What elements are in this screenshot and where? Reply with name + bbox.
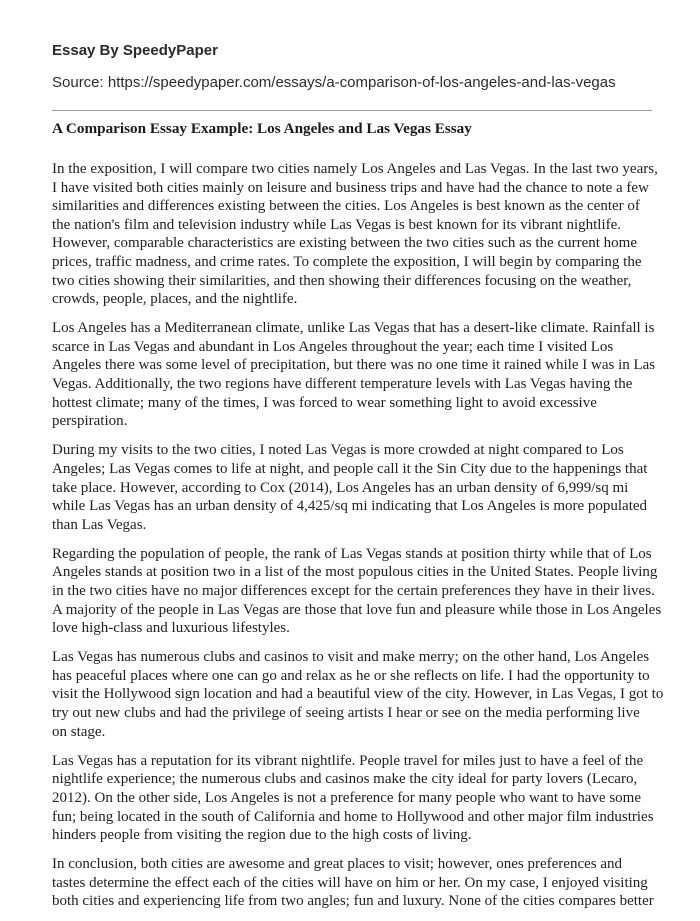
paragraph-3 (52, 441, 662, 534)
source-line: Source: https://speedypaper.com/essays/a-comparison-of-los-angeles-and-las-vegas (52, 74, 616, 91)
text-line: take place. However, according to Cox (2014), Los Angeles has an urban density of 6,999/sq mi (52, 479, 629, 496)
text-line: the nation's film and television industry while Las Vegas is best known for its vibrant nightlife. (52, 216, 622, 233)
text-line: Los Angeles has a Mediterranean climate, unlike Las Vegas that has a desert-like climate. Rainfall is (52, 320, 655, 337)
text-line: similarities and differences existing between the cities. Los Angeles is best known as the center of (52, 198, 640, 215)
text-line: hinders people from visiting the region due to the high costs of living. (52, 827, 472, 844)
text-line: visit the Hollywood sign location and had a beautiful view of the city. However, in Las Vegas, I got to (52, 686, 664, 703)
text-line: crowds, people, places, and the nightlife. (52, 291, 298, 308)
text-line: Vegas. Additionally, the two regions have different temperature levels with Las Vegas having the (52, 376, 633, 393)
essay-title: A Comparison Essay Example: Los Angeles and Las Vegas Essay (52, 120, 472, 137)
text-line: try out new clubs and had the privilege of seeing artists I hear or see on the media performing live (52, 705, 640, 722)
text-line: in the two cities have no major differences except for the certain preferences they have in their lives. (52, 582, 655, 599)
text-line: nightlife experience; the numerous clubs and casinos make the city ideal for party lovers (Lecaro, (52, 771, 638, 788)
text-line: hottest climate; many of the times, I was forced to wear something light to avoid excessive (52, 394, 597, 411)
text-line: Angeles; Las Vegas comes to life at night, and people call it the Sin City due to the happenings that (52, 460, 648, 477)
text-line: has peaceful places where one can go and relax as he or she reflects on life. I had the opportunity to (52, 667, 650, 684)
text-line: prices, traffic madness, and crime rates. To complete the exposition, I will begin by comparing the (52, 253, 642, 270)
paragraph-7 (52, 855, 662, 911)
text-line: perspiration. (52, 413, 128, 430)
text-line: while Las Vegas has an urban density of 4,425/sq mi indicating that Los Angeles is more populated (52, 498, 648, 515)
text-line: Regarding the population of people, the rank of Las Vegas stands at position thirty while that of Los (52, 545, 652, 562)
text-line: tastes determine the effect each of the cities will have on him or her. On my case, I enjoyed visiting (52, 874, 648, 891)
text-line: than Las Vegas. (52, 516, 147, 533)
text-line: In the exposition, I will compare two cities namely Los Angeles and Las Vegas. In the last two years, (52, 161, 658, 177)
text-line: Angeles stands at position two in a list of the most populous cities in the United States. People living (52, 564, 658, 581)
text-line: scarce in Las Vegas and abundant in Los Angeles throughout the year; each time I visited Los (52, 338, 614, 355)
text-line: love high-class and luxurious lifestyles. (52, 620, 290, 637)
text-line: However, comparable characteristics are existing between the two cities such as the current home (52, 235, 637, 252)
paragraph-1 (52, 160, 662, 309)
paragraph-2 (52, 319, 662, 431)
text-line: A majority of the people in Las Vegas are those that love fun and pleasure while those in Los Angeles (52, 601, 662, 618)
text-line: During my visits to the two cities, I noted Las Vegas is more crowded at night compared to Los (52, 442, 624, 459)
text-line: both cities and experiencing life from two angles; fun and luxury. None of the cities compares better (52, 893, 654, 910)
site-title: Essay By SpeedyPaper (52, 42, 218, 59)
text-line: Angeles there was some level of precipitation, but there was no one time it rained while I was in Las (52, 357, 656, 374)
paragraph-5 (52, 648, 662, 741)
paragraph-6 (52, 752, 662, 845)
paragraph-4 (52, 545, 662, 638)
text-line: on stage. (52, 723, 106, 740)
text-line: 2012). On the other side, Los Angeles is not a preference for many people who want to have some (52, 789, 641, 806)
text-line: Las Vegas has numerous clubs and casinos to visit and make merry; on the other hand, Los Angeles (52, 649, 650, 666)
text-line: Las Vegas has a reputation for its vibrant nightlife. People travel for miles just to have a feel of the (52, 752, 644, 769)
essay-body (52, 160, 662, 921)
header-divider (52, 110, 652, 111)
text-line: two cities showing their similarities, and then showing their differences focusing on the weather, (52, 272, 632, 289)
text-line: fun; being located in the south of California and home to Hollywood and other major film industries (52, 808, 654, 825)
text-line: I have visited both cities mainly on leisure and business trips and have had the chance to note a few (52, 179, 649, 196)
text-line: In conclusion, both cities are awesome and great places to visit; however, ones preferences and (52, 856, 623, 873)
